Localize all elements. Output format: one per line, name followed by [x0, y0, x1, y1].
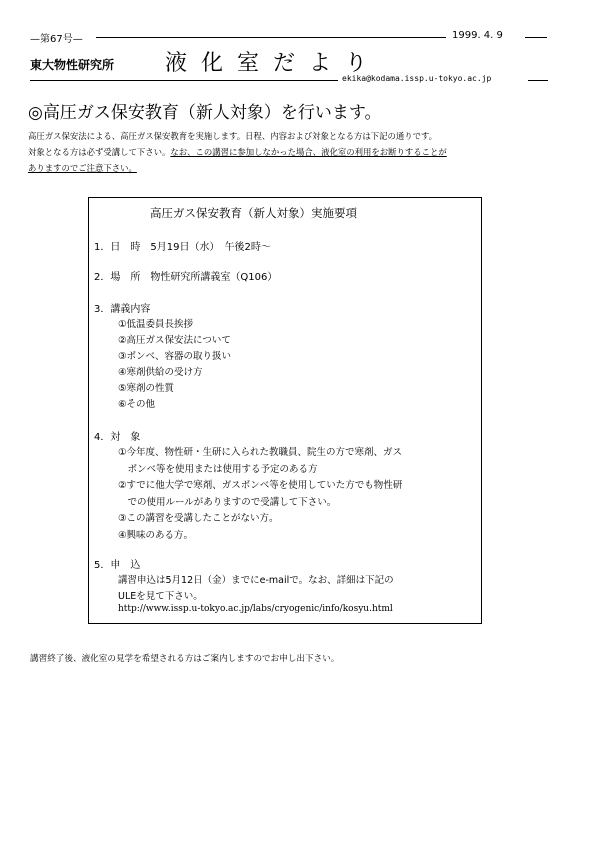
header-rule-tail: [525, 37, 547, 38]
section-label: 講義内容: [110, 304, 151, 315]
info-url-link[interactable]: http://www.issp.u-tokyo.ac.jp/labs/cryogenic/info/kosyu.html: [118, 604, 393, 614]
masthead-title: 液化室だより: [165, 51, 382, 76]
list-item: での使用ルールがありますので受講して下さい。: [118, 496, 337, 508]
section-number: 1．: [94, 242, 111, 253]
section-datetime: [94, 238, 271, 253]
list-item: ボンベ等を使用または使用する予定のある方: [118, 463, 318, 475]
intro-line-2a: 対象となる方は必ず受講して下さい。: [28, 147, 171, 157]
section-content: [94, 300, 231, 413]
list-item: ULEを見て下さい。: [118, 591, 203, 602]
section-target: [94, 428, 402, 544]
email-rule: [30, 80, 338, 81]
issue-date: 1999. 4. 9: [452, 30, 503, 41]
list-item: ③ボンベ、容器の取り扱い: [118, 351, 232, 362]
list-item: ⑤寒剤の性質: [118, 383, 175, 394]
section-number: 5．: [94, 560, 111, 571]
section-application: [94, 556, 394, 605]
section-number: 3．: [94, 304, 111, 315]
list-item: ①今年度、物性研・生研に入られた教職員、院生の方で寒剤、ガス: [118, 447, 403, 458]
section-number: 2．: [94, 272, 111, 283]
list-item: ①低温委員長挨拶: [118, 319, 194, 330]
list-item: ④興味のある方。: [118, 529, 194, 541]
issue-number: —第67号—: [30, 34, 83, 45]
header-rule: [96, 37, 446, 38]
intro-line-2: [28, 144, 558, 160]
list-item: ⑥その他: [118, 399, 156, 410]
section-value: 物性研究所講義室（Q106）: [150, 272, 278, 283]
list-item: 講習申込は5月12日（金）までにe-mailで。なお、詳細は下記の: [118, 575, 394, 586]
list-item: ③この講習を受講したことがない方。: [118, 513, 279, 524]
intro-paragraph: [28, 128, 558, 176]
section-number: 4．: [94, 432, 111, 443]
list-item: ④寒剤供給の受け方: [118, 367, 203, 378]
section-place: [94, 268, 277, 283]
intro-line-3: ありますのでご注意下さい。: [28, 163, 137, 173]
section-label: 申 込: [110, 560, 141, 571]
section-label: 対 象: [110, 432, 141, 443]
box-title: 高圧ガス保安教育（新人対象）実施要項: [150, 206, 357, 220]
list-item: ②すでに他大学で寒剤、ガスボンベ等を使用していた方でも物性研: [118, 480, 403, 491]
institute-name: 東大物性研究所: [30, 58, 115, 72]
section-label: 日 時: [110, 242, 141, 253]
headline: ◎高圧ガス保安教育（新人対象）を行います。: [28, 103, 382, 123]
list-item: ②高圧ガス保安法について: [118, 335, 231, 346]
section-label: 場 所: [110, 272, 141, 283]
intro-line-1: 高圧ガス保安法による、高圧ガス保安教育を実施します。日程、内容および対象となる方は下記の通りです。: [28, 131, 438, 141]
footer-note: 講習終了後、液化室の見学を希望される方はご案内しますのでお申し出下さい。: [30, 654, 340, 664]
section-value: 5月19日（水） 午後2時～: [150, 242, 271, 253]
email-rule-tail: [528, 80, 548, 81]
contact-email: ekika@kodama.issp.u-tokyo.ac.jp: [342, 74, 492, 83]
intro-notice-underlined: なお、この講習に参加しなかった場合、液化室の利用をお断りすることが: [170, 147, 447, 157]
